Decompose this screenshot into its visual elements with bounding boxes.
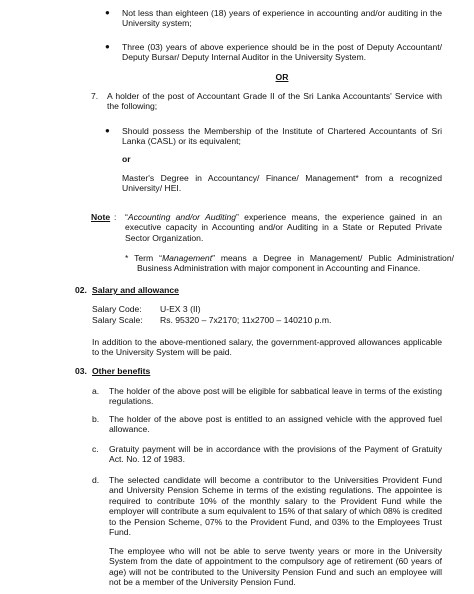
- list-letter: a.: [92, 386, 100, 396]
- bullet-text: Not less than eighteen (18) years of experience in accounting and/or auditing in the University system;: [122, 8, 442, 29]
- note-text: “Accounting and/or Auditing” experience means, the experience gained in an executive capacity in Accounting and/or Auditing in a State or Reputed Private Sector Organization.: [125, 212, 442, 243]
- footnote-term: Management: [161, 253, 213, 263]
- item-number: 7.: [91, 91, 99, 101]
- alt-qualification: Master's Degree in Accountancy/ Finance/ Management* from a recognized University/ HEI.: [122, 173, 442, 194]
- salary-scale-value: Rs. 95320 – 7x2170; 11x2700 – 140210 p.m.: [160, 315, 332, 325]
- or-heading: OR: [275, 72, 289, 82]
- section-number: 03.: [75, 366, 87, 376]
- or-connector: or: [122, 154, 131, 164]
- list-item: The holder of the above post will be eligible for sabbatical leave in terms of the existing regulations.: [109, 386, 442, 407]
- bullet-icon: ●: [105, 8, 110, 17]
- salary-code-value: U-EX 3 (II): [160, 304, 201, 314]
- item-text: A holder of the post of Accountant Grade II of the Sri Lanka Accountants' Service with the following;: [107, 91, 442, 112]
- bullet-text: Should possess the Membership of the Institute of Chartered Accountants of Sri Lanka (CASL) or its equivalent;: [122, 126, 442, 147]
- section-title: Salary and allowance: [92, 285, 179, 295]
- allowance-paragraph: In addition to the above-mentioned salary, the government-approved allowances applicable to the University System will be paid.: [92, 337, 442, 358]
- bullet-text: Three (03) years of above experience should be in the post of Deputy Accountant/ Deputy Bursar/ Deputy Internal Auditor in the University System.: [122, 42, 442, 63]
- section-title: Other benefits: [92, 366, 151, 376]
- list-item: The selected candidate will become a contributor to the Universities Provident Fund and University Pension Scheme in terms of the existing regulations. The appointee is required to contribute 10% of the monthly salary to the Provident Fund while the employer will contribute a sum equivalent to 15% of that salary of which 08% is credited to the Pension Scheme, 07% to the Provident Fund, and 03% to the Employees Trust Fund.: [109, 475, 442, 538]
- note-colon: :: [114, 212, 117, 222]
- list-item: The holder of the above post is entitled to an assigned vehicle with the approved fuel allowance.: [109, 414, 442, 435]
- bullet-icon: ●: [105, 42, 110, 51]
- note-footnote: * Term “Management” means a Degree in Management/ Public Administration/ Business Administration with major component in Accounting and Finance.: [125, 253, 454, 274]
- section-number: 02.: [75, 285, 87, 295]
- list-letter: d.: [92, 475, 100, 485]
- bullet-icon: ●: [105, 126, 110, 135]
- salary-code-label: Salary Code:: [92, 304, 142, 314]
- pension-paragraph: The employee who will not be able to serve twenty years or more in the University System from the date of appointment to the compulsory age of retirement (60 years of age) will not be contributed to the University Pension Fund and such an employee will not be a member of the University Pension Fund.: [109, 546, 442, 588]
- list-letter: c.: [92, 444, 99, 454]
- list-item: Gratuity payment will be in accordance with the provisions of the Payment of Gratuity Act. No. 12 of 1983.: [109, 444, 442, 465]
- note-label: Note: [91, 212, 111, 222]
- salary-scale-label: Salary Scale:: [92, 315, 143, 325]
- note-term: Accounting and/or Auditing: [127, 212, 237, 222]
- list-letter: b.: [92, 414, 100, 424]
